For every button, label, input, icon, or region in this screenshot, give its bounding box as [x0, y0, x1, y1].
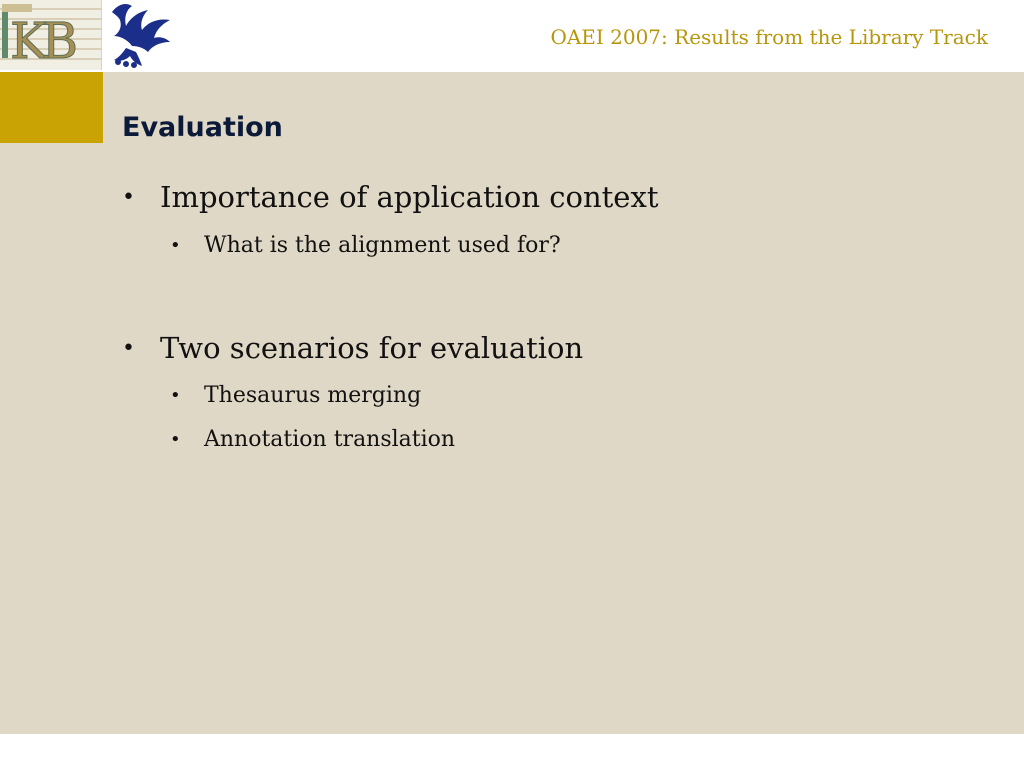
accent-block — [0, 72, 103, 143]
bullet-dot: • — [170, 385, 181, 406]
slide-content-area — [0, 72, 1024, 734]
sub-bullet-text: Thesaurus merging — [204, 383, 422, 408]
bullet-text: Two scenarios for evaluation — [160, 331, 584, 365]
bullet-dot: • — [170, 235, 181, 256]
sub-bullet-text: What is the alignment used for? — [204, 233, 561, 258]
bullet-text: Importance of application context — [160, 180, 659, 214]
bullet-dot: • — [170, 429, 181, 450]
bullet-dot: • — [122, 336, 135, 361]
slide-title: Evaluation — [122, 112, 283, 143]
kb-logo-text: KB — [10, 12, 73, 70]
kb-logo — [0, 0, 102, 70]
vu-griffin-logo — [104, 0, 176, 70]
bullet-dot: • — [122, 185, 135, 210]
slide-footer — [0, 734, 1024, 768]
presentation-title: OAEI 2007: Results from the Library Track — [550, 25, 988, 49]
kb-logo-graphic — [0, 0, 101, 70]
slide-header — [0, 0, 1024, 73]
sub-bullet-text: Annotation translation — [204, 427, 456, 452]
